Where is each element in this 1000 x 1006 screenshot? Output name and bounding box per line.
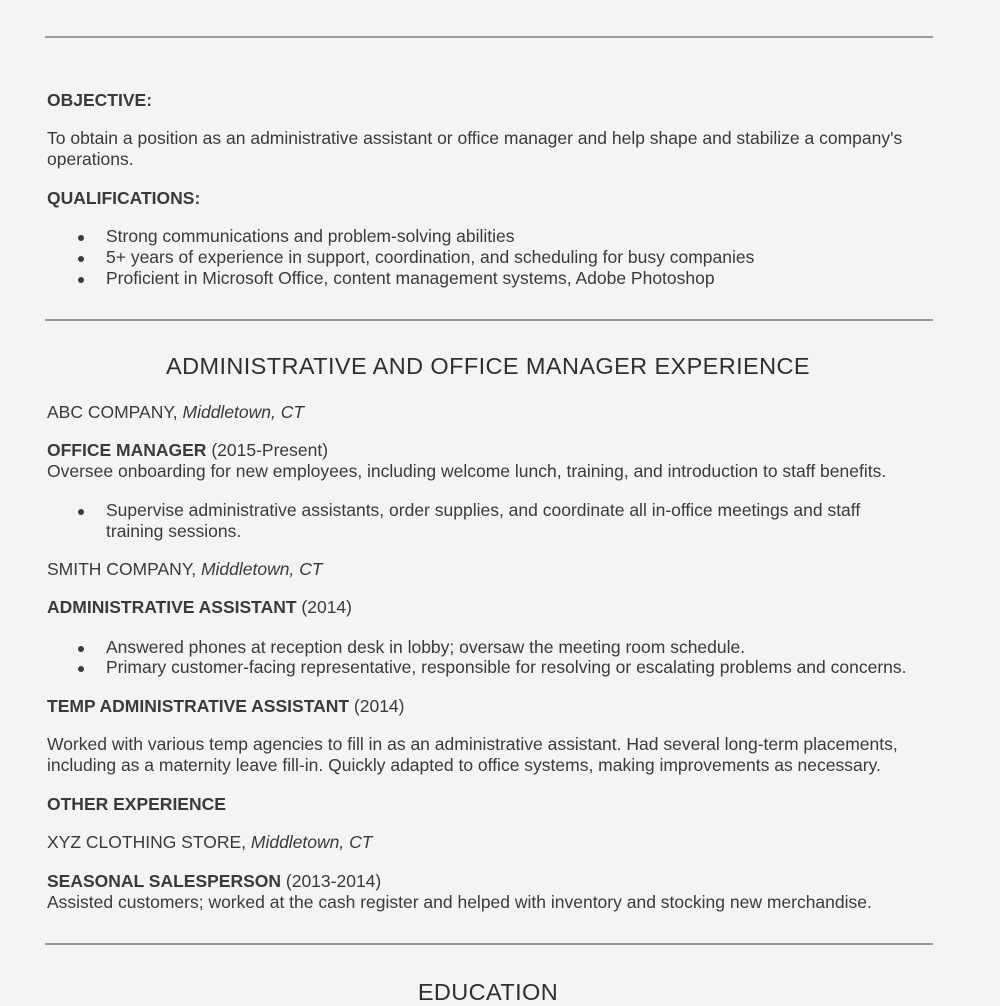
job-dates: (2014) [296,597,352,617]
bullet-dot [78,256,84,262]
qualification-item: Proficient in Microsoft Office, content management systems, Adobe Photoshop [106,268,715,288]
job-dates: (2015-Present) [206,440,329,460]
bullet-dot [78,277,84,283]
smith-company-line [47,559,323,580]
smith-bullet: Answered phones at reception desk in lobby; oversaw the meeting room schedule. [106,637,746,657]
objective-text-line2: operations. [47,149,134,169]
company-location: Middletown, CT [182,402,305,422]
company-location: Middletown, CT [250,832,373,852]
abc-bullet-line2: training sessions. [106,521,242,541]
experience-section-title: ADMINISTRATIVE AND OFFICE MANAGER EXPERIENCE [166,353,810,379]
job-title: TEMP ADMINISTRATIVE ASSISTANT [47,696,350,716]
temp-description-line2: including as a maternity leave fill-in. Quickly adapted to office systems, making improvements as necessary. [47,755,881,775]
company-name: XYZ CLOTHING STORE, [47,832,251,852]
temp-description-line1: Worked with various temp agencies to fill in as an administrative assistant. Had several long-term placements, [47,734,898,754]
abc-company-line [47,402,304,423]
job-title: SEASONAL SALESPERSON [47,871,282,891]
xyz-summary: Assisted customers; worked at the cash register and helped with inventory and stocking new merchandise. [47,892,872,912]
bullet-dot [78,666,84,672]
education-section-title: EDUCATION [417,979,559,1005]
temp-role-line [47,696,405,717]
xyz-company-line [47,832,372,853]
job-title: OFFICE MANAGER [47,440,207,460]
xyz-role-line [47,871,381,892]
other-experience-heading: OTHER EXPERIENCE [47,794,226,814]
job-title: ADMINISTRATIVE ASSISTANT [47,597,297,617]
divider-experience [45,319,933,321]
qualification-item: 5+ years of experience in support, coordination, and scheduling for busy companies [106,247,755,267]
divider-top [45,36,933,38]
objective-heading: OBJECTIVE: [47,90,153,110]
bullet-dot [78,646,84,652]
qualification-item: Strong communications and problem-solving abilities [106,226,515,246]
smith-role-line [47,597,352,618]
objective-text-line1: To obtain a position as an administrative assistant or office manager and help shape and stabilize a company's [47,128,903,148]
bullet-dot [78,235,84,241]
company-name: SMITH COMPANY, [47,559,201,579]
company-location: Middletown, CT [200,559,323,579]
cut-off-header-fragment [490,0,750,5]
job-dates: (2013-2014) [281,871,382,891]
qualifications-heading: QUALIFICATIONS: [47,188,201,208]
abc-bullet-line1: Supervise administrative assistants, order supplies, and coordinate all in-office meetings and staff [106,500,861,520]
job-dates: (2014) [349,696,405,716]
divider-education [45,943,933,945]
abc-role-line [47,440,328,461]
bullet-dot [78,509,84,515]
smith-bullet: Primary customer-facing representative, responsible for resolving or escalating problems and concerns. [106,657,907,677]
abc-summary: Oversee onboarding for new employees, including welcome lunch, training, and introduction to staff benefits. [47,461,887,481]
company-name: ABC COMPANY, [47,402,183,422]
